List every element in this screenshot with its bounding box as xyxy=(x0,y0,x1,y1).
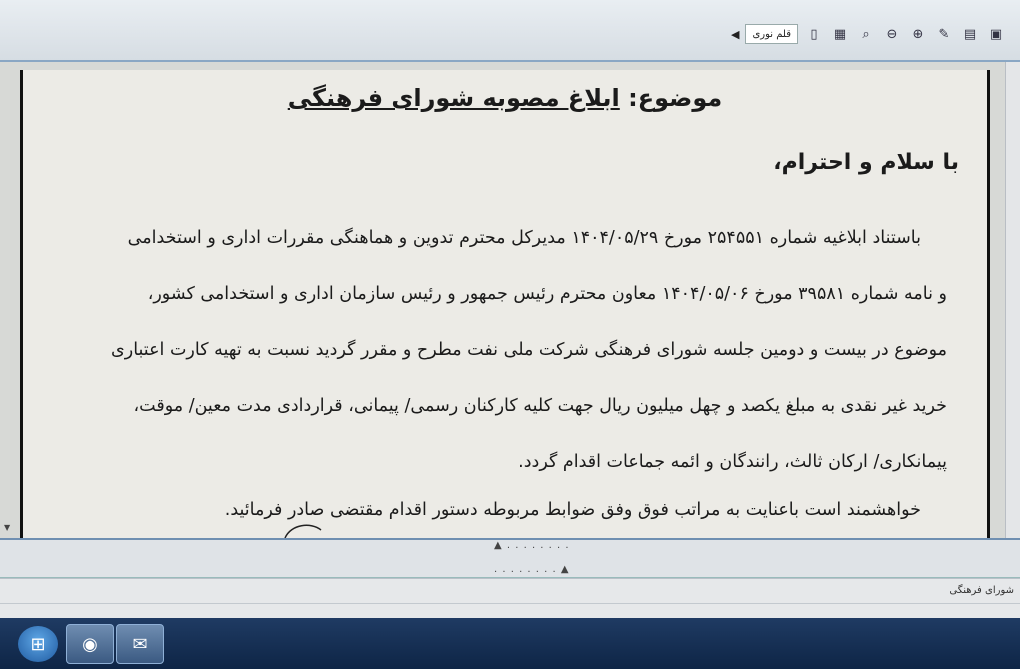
search-icon[interactable]: ⌕ xyxy=(862,26,870,42)
print-preview-icon[interactable]: ▦ xyxy=(833,26,847,42)
viewer-toolbar xyxy=(0,0,1020,62)
taskbar-app-media-icon[interactable]: ◉ xyxy=(66,624,114,664)
window-icon[interactable]: ▣ xyxy=(989,26,1003,42)
document-page xyxy=(20,70,990,538)
scroll-down-arrow-icon[interactable]: ▼ xyxy=(4,523,11,532)
body-line: موضوع در بیست و دومین جلسه شورای فرهنگی شرکت ملی نفت مطرح و مقرر گردید نسبت به تهیه کارت اعتباری xyxy=(111,340,947,360)
split-divider[interactable] xyxy=(0,538,1020,578)
body-line: باستناد ابلاغیه شماره ۲۵۴۵۵۱ مورخ ۱۴۰۴/۰۵/۲۹ مدیرکل محترم تدوین و هماهنگی مقررات اداری و استخدامی xyxy=(127,228,921,248)
page-icon[interactable]: ▯ xyxy=(810,26,818,42)
start-button-icon[interactable]: ⊞ xyxy=(18,626,58,662)
taskbar-app-mail-icon[interactable]: ✉ xyxy=(116,624,164,664)
body-line: و نامه شماره ۳۹۵۸۱ مورخ ۱۴۰۴/۰۵/۰۶ معاون محترم رئیس جمهور و رئیس سازمان اداری و استخدامی کشور، xyxy=(147,284,947,304)
body-line: پیمانکاری/ ارکان ثالث، رانندگان و ائمه جماعات اقدام گردد. xyxy=(518,452,947,472)
subject-title: ابلاغ مصوبه شورای فرهنگی xyxy=(287,84,620,112)
document-viewport xyxy=(0,62,1020,538)
subject-line xyxy=(253,84,757,112)
status-separator xyxy=(0,603,1020,604)
toolbar-button-group xyxy=(731,22,1006,46)
font-selector[interactable]: قلم نوری xyxy=(745,24,798,44)
taskbar xyxy=(0,618,1020,669)
subject-prefix: موضوع: xyxy=(628,84,723,112)
letter-body xyxy=(73,210,947,530)
image-icon[interactable]: ▤ xyxy=(963,26,977,42)
body-line: خرید غیر نقدی به مبلغ یکصد و چهل میلیون ریال جهت کلیه کارکنان رسمی/ پیمانی، قراردادی مدت معین/ موقت، xyxy=(133,396,947,416)
splitter-handle-bottom[interactable]: . . . . . . . . ▲ xyxy=(494,564,570,575)
vertical-scrollbar[interactable] xyxy=(1005,62,1020,538)
zoom-out-icon[interactable]: ⊖ xyxy=(886,26,898,42)
edit-icon[interactable]: ✎ xyxy=(938,26,950,42)
status-text: شورای فرهنگی xyxy=(949,585,1014,596)
body-line: خواهشمند است باعنایت به مراتب فوق وفق ضوابط مربوطه دستور اقدام مقتضی صادر فرمائید. xyxy=(224,500,921,520)
greeting: با سلام و احترام، xyxy=(773,150,959,175)
zoom-in-icon[interactable]: ⊕ xyxy=(912,26,924,42)
lower-pane xyxy=(0,578,1020,618)
splitter-handle-top[interactable]: ▲ . . . . . . . . xyxy=(494,540,570,551)
chevron-left-icon[interactable]: ◀ xyxy=(731,27,740,41)
